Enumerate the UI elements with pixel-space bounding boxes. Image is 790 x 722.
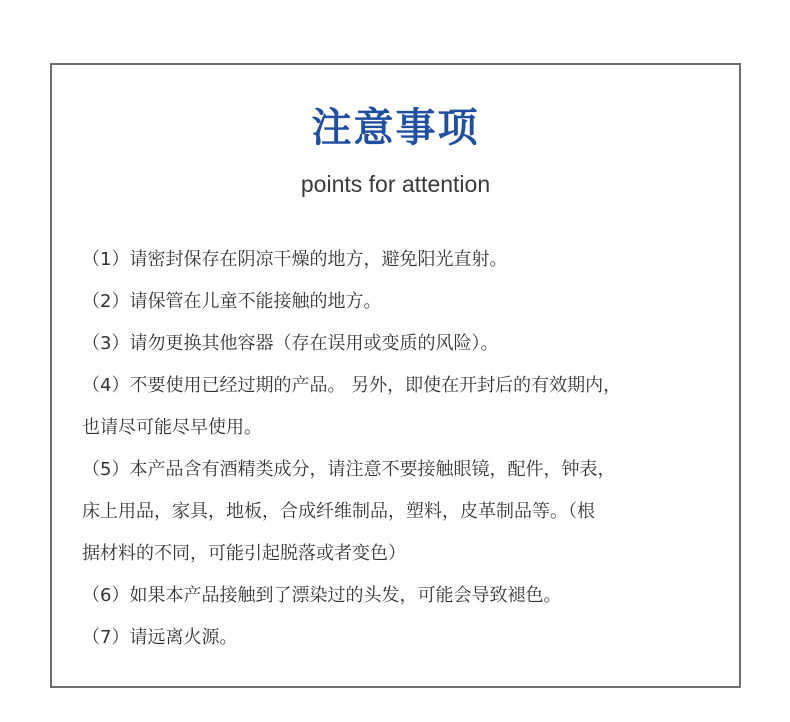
notice-line-4: （4）不要使用已经过期的产品。 另外，即使在开封后的有效期内， bbox=[82, 375, 622, 396]
notice-line-4-continued: 也请尽可能尽早使用。 bbox=[82, 417, 262, 438]
notice-line-5-continued: 床上用品，家具，地板，合成纤维制品，塑料，皮革制品等。（根 bbox=[82, 501, 595, 522]
notice-box bbox=[50, 63, 741, 688]
notice-line-5: （5）本产品含有酒精类成分，请注意不要接触眼镜，配件，钟表， bbox=[82, 459, 616, 480]
page-subtitle: points for attention bbox=[300, 171, 491, 197]
page-title: 注意事项 bbox=[311, 105, 480, 151]
notice-line-1: （1）请密封保存在阴凉干燥的地方，避免阳光直射。 bbox=[82, 249, 508, 270]
notice-line-7: （7）请远离火源。 bbox=[82, 627, 238, 648]
notice-line-6: （6）如果本产品接触到了漂染过的头发，可能会导致褪色。 bbox=[82, 585, 562, 606]
notice-list bbox=[82, 239, 722, 659]
notice-line-5-continued-2: 据材料的不同，可能引起脱落或者变色） bbox=[82, 543, 406, 564]
notice-line-2: （2）请保管在儿童不能接触的地方。 bbox=[82, 291, 382, 312]
notice-line-3: （3）请勿更换其他容器（存在误用或变质的风险）。 bbox=[82, 333, 499, 354]
